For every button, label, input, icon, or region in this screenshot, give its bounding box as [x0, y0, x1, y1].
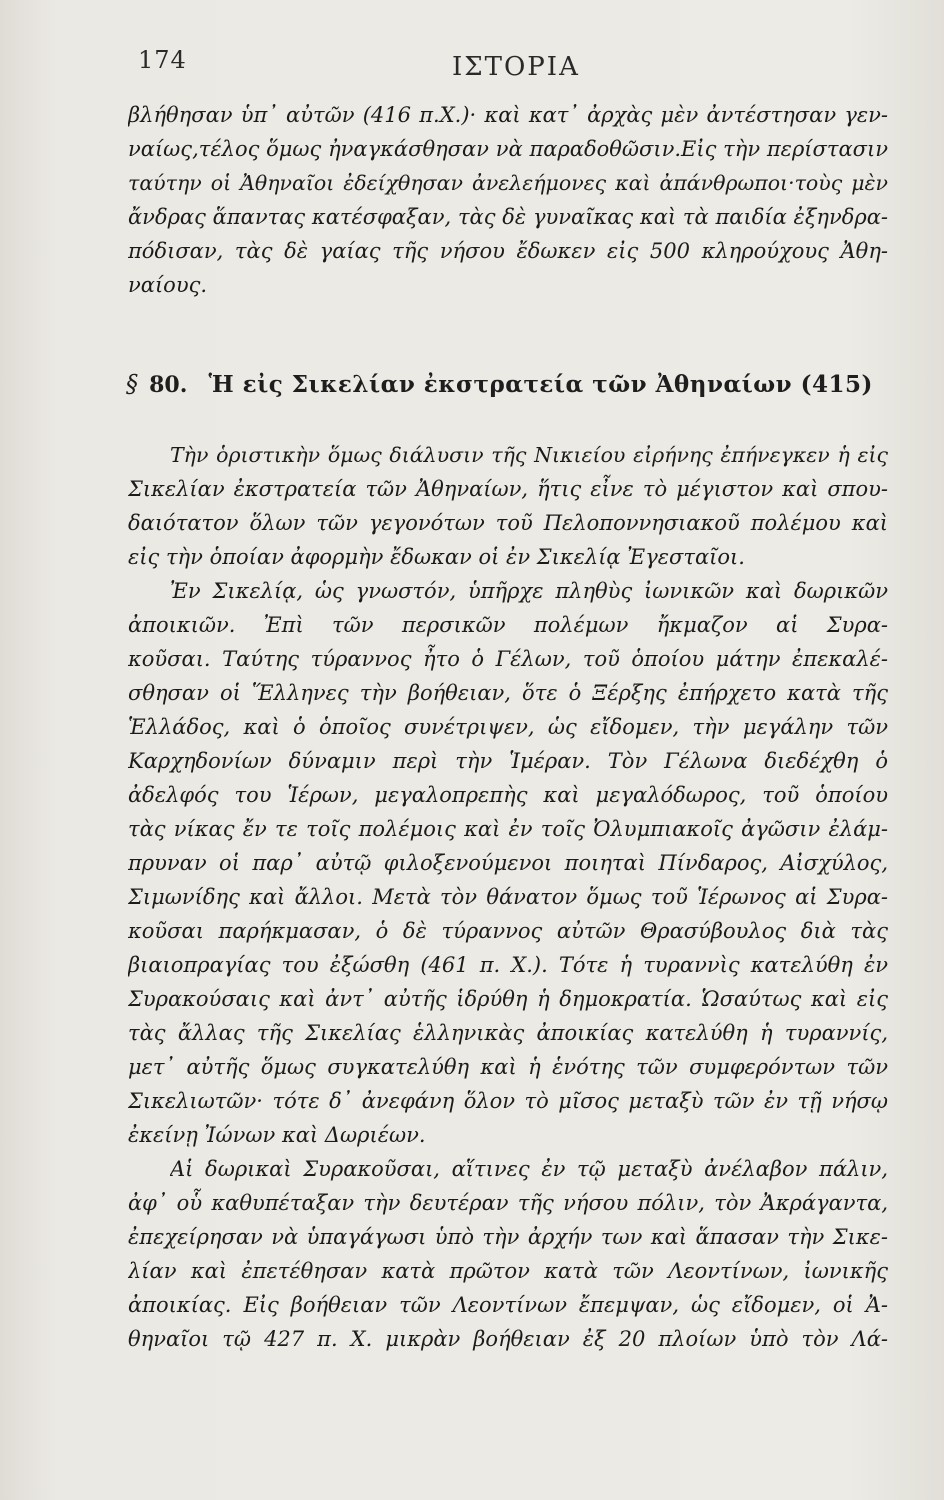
text-line: δαιότατον ὅλων τῶν γεγονότων τοῦ Πελοποννησιακοῦ πολέμου καὶ	[128, 511, 888, 535]
text-line: Αἱ δωρικαὶ Συρακοῦσαι, αἵτινες ἐν τῷ μεταξὺ ἀνέλαβον πάλιν,	[170, 1157, 888, 1181]
text-line: πόδισαν, τὰς δὲ γαίας τῆς νήσου ἔδωκεν εἰς 500 κληρούχους Ἀθη-	[128, 239, 888, 263]
section-heading	[126, 370, 894, 406]
text-line: Ἐν Σικελίᾳ, ὡς γνωστόν, ὑπῆρχε πληθὺς ἰωνικῶν καὶ δωρικῶν	[170, 579, 888, 603]
text-line: ταύτην οἱ Ἀθηναῖοι ἐδείχθησαν ἀνελεήμονες καὶ ἀπάνθρωποι·τοὺς μὲν	[128, 171, 888, 195]
text-line: ἄνδρας ἅπαντας κατέσφαξαν, τὰς δὲ γυναῖκας καὶ τὰ παιδία ἐξηνδρα-	[128, 205, 888, 229]
text-line: κοῦσαι. Ταύτης τύραννος ἦτο ὁ Γέλων, τοῦ ὁποίου μάτην ἐπεκαλέ-	[128, 647, 888, 671]
page-header	[0, 44, 944, 84]
text-line: σθησαν οἱ Ἕλληνες τὴν βοήθειαν, ὅτε ὁ Ξέρξης ἐπήρχετο κατὰ τῆς	[128, 681, 888, 705]
text-line: θηναῖοι τῷ 427 π. Χ. μικρὰν βοήθειαν ἐξ 20 πλοίων ὑπὸ τὸν Λά-	[128, 1327, 888, 1351]
text-line: Συρακούσαις καὶ ἀντ᾽ αὐτῆς ἱδρύθη ἡ δημοκρατία. Ὡσαύτως καὶ εἰς	[128, 987, 888, 1011]
text-line: Σικελιωτῶν· τότε δ᾽ ἀνεφάνη ὅλον τὸ μῖσος μεταξὺ τῶν ἐν τῇ νήσῳ	[128, 1089, 888, 1113]
text-line: βιαιοπραγίας του ἐξώσθη (461 π. Χ.). Τότε ἡ τυραννὶς κατελύθη ἐν	[128, 953, 888, 977]
section-number: 80.	[149, 372, 188, 398]
text-line: λίαν καὶ ἐπετέθησαν κατὰ πρῶτον κατὰ τῶν Λεοντίνων, ἰωνικῆς	[128, 1259, 888, 1283]
text-line: Ἑλλάδος, καὶ ὁ ὁποῖος συνέτριψεν, ὡς εἴδομεν, τὴν μεγάλην τῶν	[128, 715, 888, 739]
text-line: βλήθησαν ὑπ᾽ αὐτῶν (416 π.Χ.)· καὶ κατ᾽ ἀρχὰς μὲν ἀντέστησαν γεν-	[128, 103, 888, 127]
text-line: Τὴν ὁριστικὴν ὅμως διάλυσιν τῆς Νικιείου εἰρήνης ἐπήνεγκεν ἡ εἰς	[170, 443, 888, 467]
text-line: ἀδελφός του Ἱέρων, μεγαλοπρεπὴς καὶ μεγαλόδωρος, τοῦ ὁποίου	[128, 783, 888, 807]
text-line: ἀποικίας. Εἰς βοήθειαν τῶν Λεοντίνων ἔπεμψαν, ὡς εἴδομεν, οἱ Ἀ-	[128, 1293, 888, 1317]
text-line: εἰς τὴν ὁποίαν ἀφορμὴν ἔδωκαν οἱ ἐν Σικελίᾳ Ἐγεσταῖοι.	[128, 545, 745, 569]
running-head: ΙΣΤΟΡΙΑ	[452, 52, 580, 82]
text-line: ἀφ᾽ οὗ καθυπέταξαν τὴν δευτέραν τῆς νήσου πόλιν, τὸν Ἀκράγαντα,	[128, 1191, 888, 1215]
text-line: κοῦσαι παρήκμασαν, ὁ δὲ τύραννος αὐτῶν Θρασύβουλος διὰ τὰς	[128, 919, 888, 943]
text-line: ἐπεχείρησαν νὰ ὑπαγάγωσι ὑπὸ τὴν ἀρχήν των καὶ ἅπασαν τὴν Σικε-	[128, 1225, 888, 1249]
text-line: μετ᾽ αὐτῆς ὅμως συγκατελύθη καὶ ἡ ἑνότης τῶν συμφερόντων τῶν	[128, 1055, 888, 1079]
section-title: Ἡ εἰς Σικελίαν ἐκστρατεία τῶν Ἀθηναίων (415)	[208, 371, 873, 398]
section-sign: §	[126, 370, 138, 398]
text-line: Καρχηδονίων δύναμιν περὶ τὴν Ἱμέραν. Τὸν Γέλωνα διεδέχθη ὁ	[128, 749, 888, 773]
text-line: ἐκείνῃ Ἰώνων καὶ Δωριέων.	[128, 1123, 426, 1147]
text-line: Σικελίαν ἐκστρατεία τῶν Ἀθηναίων, ἥτις εἶνε τὸ μέγιστον καὶ σπου-	[128, 477, 888, 501]
page-number: 174	[138, 46, 187, 74]
text-line: τὰς νίκας ἔν τε τοῖς πολέμοις καὶ ἐν τοῖς Ὀλυμπιακοῖς ἀγῶσιν ἐλάμ-	[128, 817, 888, 841]
text-line: ναίους.	[128, 273, 208, 297]
text-line: ναίως,τέλος ὅμως ἠναγκάσθησαν νὰ παραδοθῶσιν.Εἰς τὴν περίστασιν	[128, 137, 888, 161]
text-line: τὰς ἄλλας τῆς Σικελίας ἑλληνικὰς ἀποικίας κατελύθη ἡ τυραννίς,	[128, 1021, 888, 1045]
text-line: πρυναν οἱ παρ᾽ αὐτῷ φιλοξενούμενοι ποιηταὶ Πίνδαρος, Αἰσχύλος,	[128, 851, 888, 875]
text-line: ἀποικιῶν. Ἐπὶ τῶν περσικῶν πολέμων ἤκμαζον αἱ Συρα-	[128, 613, 888, 637]
text-line: Σιμωνίδης καὶ ἄλλοι. Μετὰ τὸν θάνατον ὅμως τοῦ Ἱέρωνος αἱ Συρα-	[128, 885, 888, 909]
